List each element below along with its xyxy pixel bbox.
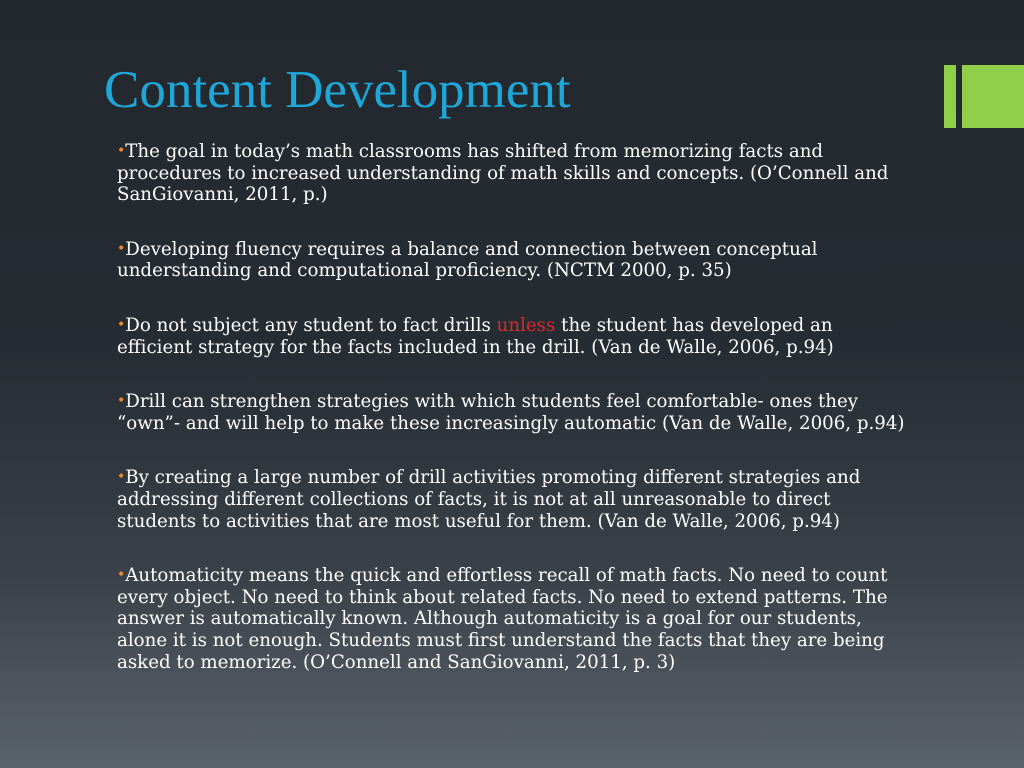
bullet-marker: • bbox=[117, 469, 126, 486]
bullet-marker: • bbox=[117, 393, 126, 410]
bullet-text: The goal in today’s math classrooms has shifted from memorizing facts and procedures to increased understanding of math skills and concepts. (O’Connell and SanGiovanni, 2011, p.) bbox=[117, 141, 889, 206]
bullet-marker: • bbox=[117, 240, 126, 257]
bullet-item bbox=[117, 565, 909, 673]
bullet-item bbox=[117, 141, 909, 206]
bullet-item bbox=[117, 391, 909, 434]
bullet-item bbox=[117, 315, 909, 358]
emphasis-word: unless bbox=[496, 314, 556, 336]
bullet-item bbox=[117, 239, 909, 282]
bullet-text: Do not subject any student to fact drills bbox=[125, 314, 497, 336]
bullet-text: Automaticity means the quick and effortless recall of math facts. No need to count every object. No need to think about related facts. No need to extend patterns. The answer is automatically known. Although automaticity is a goal for our students, alone it is not enough. Students must first understand the facts that they are being asked to memorize. (O’Connell and SanGiovanni, 2011, p. 3) bbox=[117, 565, 888, 673]
bullet-marker: • bbox=[117, 143, 126, 159]
bullet-text: Drill can strengthen strategies with which students feel comfortable- ones they “own”- and will help to make these increasingly automatic (Van de Walle, 2006, p.94) bbox=[117, 391, 905, 434]
bullet-text: By creating a large number of drill activities promoting different strategies and addressing different collections of facts, it is not at all unreasonable to direct students to activities that are most useful for them. (Van de Walle, 2006, p.94) bbox=[117, 467, 861, 532]
bullet-text: Developing fluency requires a balance and connection between conceptual understanding and computational proficiency. (NCTM 2000, p. 35) bbox=[117, 238, 818, 282]
bullet-marker: • bbox=[117, 567, 126, 584]
bullet-marker: • bbox=[117, 316, 126, 333]
accent-bar-thin bbox=[944, 65, 956, 128]
slide-title: Content Development bbox=[104, 61, 571, 119]
bullet-list bbox=[117, 141, 909, 673]
bullet-item bbox=[117, 467, 909, 532]
accent-bar-thick bbox=[962, 65, 1024, 128]
bullet-text-continued: the student has developed an efficient strategy for the facts included in the drill. (Van de Walle, 2006, p.94) bbox=[117, 314, 834, 358]
